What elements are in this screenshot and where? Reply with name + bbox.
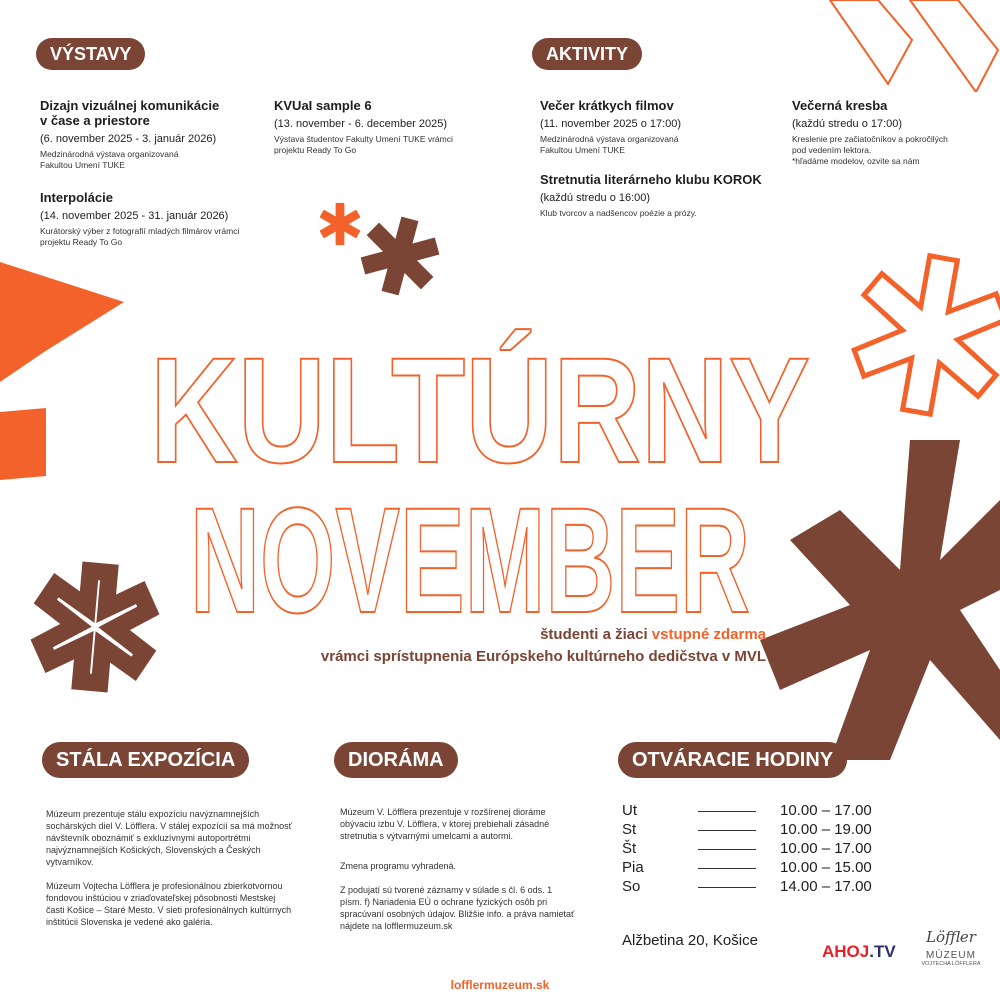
hours-row xyxy=(622,840,872,858)
exhibition-item xyxy=(40,190,300,248)
diorama-p1: Múzeum V. Löfflera prezentuje v rozšírenej dioráme obývaciu izbu V. Löfflera, v ktorej prebiehali zásadné stretnutia s výtvarnými umelcami a autormi. xyxy=(340,807,550,841)
website-link[interactable]: lofflermuzeum.sk xyxy=(450,978,550,992)
diorama-p2: Zmena programu vyhradená. xyxy=(340,861,457,871)
sponsor-tv: .TV xyxy=(869,942,896,961)
hours-day: So xyxy=(622,878,641,895)
logo-signature: Löffler xyxy=(926,928,976,946)
headline-line2: NOVEMBER xyxy=(190,476,750,632)
activity-item xyxy=(540,172,780,219)
tagline xyxy=(321,624,766,668)
stala-p2: Múzeum Vojtecha Löfflera je profesionálnou zbierkotvornou fondovou inštúciou v zriaďovateľskej pôsobnosti Mestskej časti Košice – Staré Mesto. V sieti profesionálnych kultúrnych inštitúcii Slovenska je vedené ako galéria. xyxy=(46,881,292,927)
diorama-p3: Z podujatí sú tvorené záznamy v súlade s čl. 6 ods. 1 písm. f) Nariadenia EÚ o ochrane fyzických osôb pri spracúvaní osobných údajov. Bližšie info. a práva namietať nájdete na lofflermuzeum.sk xyxy=(340,885,575,931)
tagline-free: vstupné zdarma xyxy=(651,626,766,643)
exhibition-date: (6. november 2025 - 3. január 2026) xyxy=(40,133,217,145)
section-stala: STÁLA EXPOZÍCIA xyxy=(42,742,249,778)
exhibition-desc: Kurátorský výber z fotografií mladých filmárov vrámci projektu Ready To Go xyxy=(40,226,240,247)
activity-item xyxy=(792,98,992,167)
sponsor-logo[interactable] xyxy=(822,942,896,962)
hours-day: Ut xyxy=(622,802,637,819)
exhibition-desc: Výstava študentov Fakulty Umení TUKE vrámci projektu Ready To Go xyxy=(274,134,453,155)
exhibition-item xyxy=(274,98,504,156)
exhibition-date: (13. november - 6. december 2025) xyxy=(274,118,448,130)
exhibition-item xyxy=(40,98,260,171)
activity-desc: Medzinárodná výstava organizovaná Fakultou Umení TUKE xyxy=(540,134,679,155)
activity-date: (každú stredu o 16:00) xyxy=(540,192,651,204)
exhibition-desc: Medzinárodná výstava organizovaná Fakultou Umení TUKE xyxy=(40,149,179,170)
activity-date: (každú stredu o 17:00) xyxy=(792,118,903,130)
exhibition-date: (14. november 2025 - 31. január 2026) xyxy=(40,210,229,222)
hours-time: 10.00 – 15.00 xyxy=(780,859,872,876)
hours-time: 10.00 – 17.00 xyxy=(780,840,872,857)
activity-item xyxy=(540,98,770,156)
activity-desc: Kreslenie pre začiatočníkov a pokročilých pod vedením lektora. *hľadáme modelov, ozvite sa nám xyxy=(792,134,948,166)
stala-p1: Múzeum prezentuje stálu expozíciu navýznamnejších sochárských diel V. Löfflera. V stálej expozícií sa má možnosť návštevník oboznámiť s exkluzívnymi autoportrétmi najvýznamnejších Košických, Slovenských a Českých vytvarníkov. xyxy=(46,809,292,867)
hours-row xyxy=(622,859,872,877)
hours-row xyxy=(622,821,872,839)
tagline-part1: študenti a žiaci xyxy=(540,626,652,643)
headline xyxy=(150,312,810,632)
hours-time: 10.00 – 17.00 xyxy=(780,802,872,819)
asterisk-icon xyxy=(850,250,1000,420)
activity-title: Stretnutia literárneho klubu KOROK xyxy=(540,172,762,187)
logo-muzeum: MÚZEUM xyxy=(926,950,976,961)
tagline-line2: vrámci sprístupnenia Európskeho kultúrneho dedičstva v MVL xyxy=(320,648,766,665)
guillemet-shape xyxy=(826,0,1000,92)
section-hodiny: OTVÁRACIE HODINY xyxy=(618,742,847,778)
address: Alžbetina 20, Košice xyxy=(622,932,758,949)
activity-title: Večer krátkych filmov xyxy=(540,98,674,113)
stala-text xyxy=(46,808,296,928)
diorama-text xyxy=(340,806,576,932)
headline-line1: KULTÚRNY xyxy=(150,326,810,494)
hours-day: Št xyxy=(622,840,637,857)
section-vystavy: VÝSTAVY xyxy=(36,38,145,70)
exhibition-title: KVUaI sample 6 xyxy=(274,98,372,113)
asterisk-icon xyxy=(28,560,162,694)
arrow-shape xyxy=(0,262,126,482)
hours-time: 10.00 – 19.00 xyxy=(780,821,872,838)
hours-day: Pia xyxy=(622,859,644,876)
hours-row xyxy=(622,802,872,820)
hours-time: 14.00 – 17.00 xyxy=(780,878,872,895)
logo-sub: VOJTECHA LÖFFLERA xyxy=(921,961,981,967)
activity-title: Večerná kresba xyxy=(792,98,888,113)
museum-logo xyxy=(916,928,986,967)
activity-desc: Klub tvorcov a nadšencov poézie a prózy. xyxy=(540,208,697,218)
hours-day: St xyxy=(622,821,637,838)
exhibition-title: Dizajn vizuálnej komunikácie v čase a priestore xyxy=(40,98,220,128)
section-aktivity: AKTIVITY xyxy=(532,38,642,70)
asterisk-icon xyxy=(318,202,362,246)
sponsor-ahoj: AHOJ xyxy=(822,942,870,961)
section-diorama: DIORÁMA xyxy=(334,742,458,778)
asterisk-icon xyxy=(360,216,440,296)
hours-row xyxy=(622,878,872,896)
activity-date: (11. november 2025 o 17:00) xyxy=(540,118,682,130)
exhibition-title: Interpolácie xyxy=(40,190,113,205)
